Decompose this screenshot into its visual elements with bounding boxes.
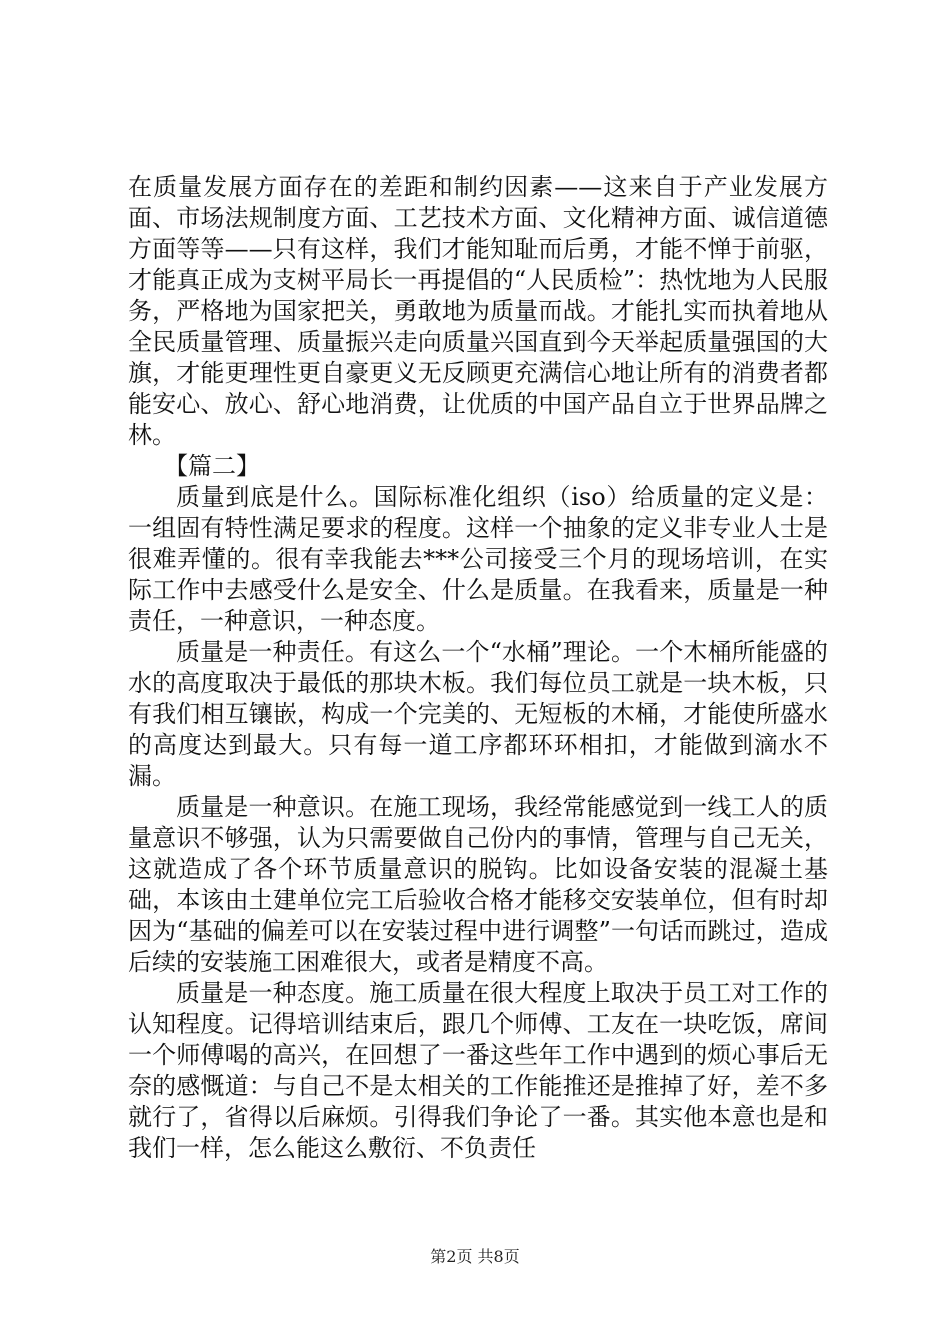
paragraph-quality-definition: 质量到底是什么。国际标准化组织（iso）给质量的定义是：一组固有特性满足要求的程度。这样一个抽象的定义非专业人士是很难弄懂的。很有幸我能去***公司接受三个月的现场培训，在实际工作中去感受什么是安全、什么是质量。在我看来，质量是一种责任，一种意识，一种态度。: [128, 483, 828, 635]
paragraph-quality-attitude: 质量是一种态度。施工质量在很大程度上取决于员工对工作的认知程度。记得培训结束后，跟几个师傅、工友在一块吃饭，席间一个师傅喝的高兴，在回想了一番这些年工作中遇到的烦心事后无奈的感慨道：与自己不是太相关的工作能推还是推掉了好，差不多就行了，省得以后麻烦。引得我们争论了一番。其实他本意也是和我们一样，怎么能这么敷衍、不负责任: [128, 979, 828, 1162]
paragraph-continuation: 在质量发展方面存在的差距和制约因素——这来自于产业发展方面、市场法规制度方面、工艺技术方面、文化精神方面、诚信道德方面等等——只有这样，我们才能知耻而后勇，才能不惮于前驱，才能真正成为支树平局长一再提倡的“人民质检”：热忱地为人民服务，严格地为国家把关，勇敢地为质量而战。才能扎实而执着地从全民质量管理、质量振兴走向质量兴国直到今天举起质量强国的大旗，才能更理性更自豪更义无反顾更充满信心地让所有的消费者都能安心、放心、舒心地消费，让优质的中国产品自立于世界品牌之林。: [128, 173, 828, 449]
page-number-label: 第2页 共8页: [430, 1247, 520, 1266]
page-footer: [0, 1244, 950, 1267]
paragraph-quality-responsibility: 质量是一种责任。有这么一个“水桶”理论。一个木桶所能盛的水的高度取决于最低的那块木板。我们每位员工就是一块木板，只有我们相互镶嵌，构成一个完美的、无短板的木桶，才能使所盛水的高度达到最大。只有每一道工序都环环相扣，才能做到滴水不漏。: [128, 638, 828, 790]
section-heading: 【篇二】: [164, 452, 260, 480]
paragraph-quality-awareness: 质量是一种意识。在施工现场，我经常能感觉到一线工人的质量意识不够强，认为只需要做自己份内的事情，管理与自己无关，这就造成了各个环节质量意识的脱钩。比如设备安装的混凝土基础，本该由土建单位完工后验收合格才能移交安装单位，但有时却因为“基础的偏差可以在安装过程中进行调整”一句话而跳过，造成后续的安装施工困难很大，或者是精度不高。: [128, 793, 828, 976]
document-body: [128, 172, 828, 1164]
